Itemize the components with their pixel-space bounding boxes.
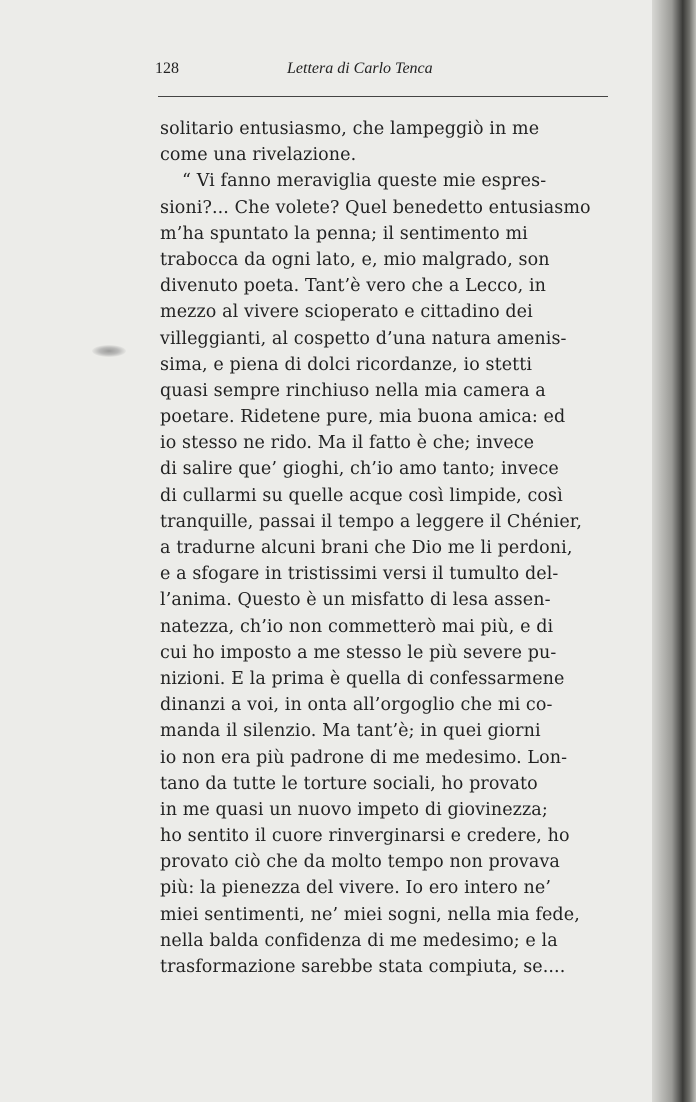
text-line: dinanzi a voi, in onta all’orgoglio che mi co- bbox=[160, 695, 553, 716]
page-header bbox=[155, 60, 610, 84]
text-line: poetare. Ridetene pure, mia buona amica: ed bbox=[160, 407, 566, 428]
text-line: come una rivelazione. bbox=[160, 145, 357, 166]
ink-speck bbox=[92, 345, 126, 357]
text-line: m’ha spuntato la penna; il sentimento mi bbox=[160, 223, 528, 244]
book-gutter-shadow bbox=[652, 0, 696, 1102]
header-rule bbox=[158, 96, 608, 97]
text-line: natezza, ch’io non commetterò mai più, e di bbox=[160, 616, 554, 637]
text-line: nizioni. E la prima è quella di confessarmene bbox=[160, 668, 565, 689]
text-line: quasi sempre rinchiuso nella mia camera a bbox=[160, 380, 546, 401]
text-line: nella balda confidenza di me medesimo; e la bbox=[160, 930, 558, 951]
text-line: in me quasi un nuovo impeto di giovinezza; bbox=[160, 799, 548, 820]
text-line: io non era più padrone di me medesimo. Lon- bbox=[160, 747, 568, 768]
text-line: tano da tutte le torture sociali, ho provato bbox=[160, 773, 538, 794]
body-text bbox=[160, 116, 615, 980]
text-line: villeggianti, al cospetto d’una natura amenis- bbox=[160, 328, 567, 349]
text-line: l’anima. Questo è un misfatto di lesa assen- bbox=[160, 590, 551, 611]
text-line: miei sentimenti, ne’ miei sogni, nella mia fede, bbox=[160, 904, 580, 925]
text-line: di salire que’ gioghi, ch’io amo tanto; invece bbox=[160, 459, 559, 480]
text-line: mezzo al vivere scioperato e cittadino dei bbox=[160, 302, 533, 323]
text-line: a tradurne alcuni brani che Dio me li perdoni, bbox=[160, 538, 573, 558]
text-line: tranquille, passai il tempo a leggere il Chénier, bbox=[160, 511, 582, 532]
text-line: cui ho imposto a me stesso le più severe pu- bbox=[160, 642, 557, 663]
text-line: sioni?... Che volete? Quel benedetto entusiasmo bbox=[160, 197, 591, 218]
text-line: e a sfogare in tristissimi versi il tumulto del- bbox=[160, 564, 559, 585]
text-line: io stesso ne rido. Ma il fatto è che; invece bbox=[160, 433, 535, 454]
text-line: più: la pienezza del vivere. Io ero intero ne’ bbox=[160, 878, 551, 899]
running-title: Lettera di Carlo Tenca bbox=[287, 60, 433, 77]
page-number: 128 bbox=[155, 60, 179, 77]
text-line: ho sentito il cuore rinverginarsi e credere, ho bbox=[160, 826, 570, 847]
text-line: trasformazione sarebbe stata compiuta, se.... bbox=[160, 957, 566, 977]
text-line: trabocca da ogni lato, e, mio malgrado, son bbox=[160, 249, 550, 270]
text-line: “ Vi fanno meraviglia queste mie espres- bbox=[182, 171, 547, 192]
text-line: solitario entusiasmo, che lampeggiò in me bbox=[160, 119, 540, 139]
text-line: provato ciò che da molto tempo non provava bbox=[160, 852, 560, 873]
text-line: sima, e piena di dolci ricordanze, io stetti bbox=[160, 354, 533, 375]
text-line: di cullarmi su quelle acque così limpide, così bbox=[160, 485, 563, 506]
text-line: divenuto poeta. Tant’è vero che a Lecco, in bbox=[160, 276, 547, 297]
text-line: manda il silenzio. Ma tant’è; in quei giorni bbox=[160, 721, 541, 742]
